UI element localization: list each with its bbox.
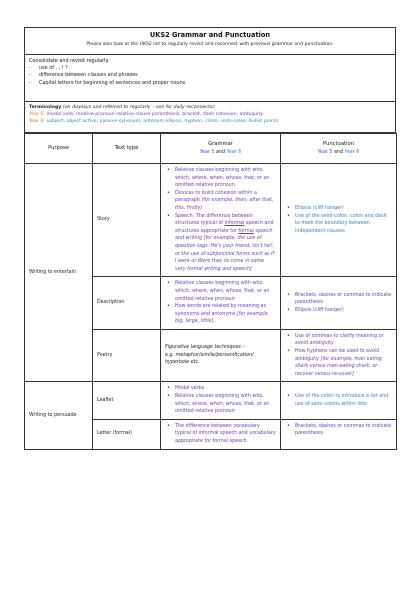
- page-title: UKS2 Grammar and Punctuation: [149, 31, 271, 39]
- poetry-grammar: Figurative language techniques – e.g. metaphor/simile/personification/ hyperbole etc.: [161, 329, 281, 382]
- list-item: • Use of commas to clarify meaning or avoid ambiguity: [295, 333, 392, 348]
- title-box: [24, 27, 396, 55]
- consolidate-section: [24, 55, 396, 102]
- text-type-letter: Letter (formal): [93, 419, 161, 449]
- purpose-persuade: Writing to persuade: [25, 382, 93, 449]
- story-grammar: [161, 164, 281, 277]
- table-row: [25, 164, 397, 277]
- description-grammar: [161, 277, 281, 330]
- table-row: [25, 382, 397, 419]
- table-header-row: [25, 134, 397, 164]
- list-item: • Brackets, dashes or commas to indicate parenthesis: [295, 423, 392, 438]
- year6-label: Year 6:: [29, 118, 45, 124]
- list-item: • Brackets, dashes or commas to indicate parenthesis: [295, 292, 392, 307]
- list-item: - use of , , ! ?: [39, 65, 391, 72]
- header-text-type: Text type: [93, 134, 161, 164]
- list-item: • Relative clauses beginning with who, which, where, when, whose, that, or an omitted relative pronoun: [175, 280, 276, 303]
- terminology-section: [24, 102, 396, 133]
- story-punctuation: [281, 164, 397, 277]
- letter-grammar: [161, 419, 281, 449]
- leaflet-punctuation: [281, 382, 397, 419]
- page-subtitle: Please also look at the UKS2 list to regularly revisit and reconnect with previous grammar and punctuation.: [86, 42, 334, 47]
- list-item: • How hyphens can be used to avoid ambiguity [for example, man eating shark versus man-eating shark, or recover versus re-cover]: [295, 348, 392, 378]
- terminology-label: Terminology: [29, 105, 62, 110]
- list-item: - Capital letters for beginning of sentences and proper nouns: [39, 80, 391, 87]
- list-item: • Use of the semi-colon, colon and dash to mark the boundary between independent clauses: [295, 213, 392, 236]
- text-type-leaflet: Leaflet: [93, 382, 161, 419]
- header-grammar: Grammar Year 5 and Year 6: [161, 134, 281, 164]
- list-item: • Modal verbs: [175, 385, 276, 393]
- header-purpose: Purpose: [25, 134, 93, 164]
- document-page: [24, 27, 396, 450]
- header-punctuation: Punctuation Year 5 and Year 6: [281, 134, 397, 164]
- letter-punctuation: [281, 419, 397, 449]
- year6-terms: subject, object active, passive synonym, antonym ellipsis, hyphen, colon, semi-colon, bullet points: [46, 118, 279, 124]
- list-item: - difference between clauses and phrases: [39, 72, 391, 79]
- list-item: • Ellipsis (cliff hanger): [295, 307, 392, 315]
- list-item: • How words are related by meaning as synonyms and antonyms [for example, big, large, little].: [175, 303, 276, 326]
- consolidate-list: [29, 65, 391, 87]
- description-punctuation: [281, 277, 397, 330]
- text-type-story: Story: [93, 164, 161, 277]
- list-item: • The difference between vocabulary typical of informal speech and vocabulary appropriate for formal speech: [175, 423, 276, 446]
- text-type-description: Description: [93, 277, 161, 330]
- grammar-table: [24, 133, 397, 450]
- purpose-entertain: Writing to entertain: [25, 164, 93, 382]
- list-item: • Relative clauses beginning with who, which, where, when, whose, that, or an omitted relative pronoun: [175, 167, 276, 190]
- list-item: • Ellipsis (cliff hanger): [295, 205, 392, 213]
- leaflet-grammar: [161, 382, 281, 419]
- text-type-poetry: Poetry: [93, 329, 161, 382]
- list-item: • Relative clauses beginning with who, which, where, when, whose, that, or an omitted relative pronoun: [175, 393, 276, 416]
- year5-label: Year 5:: [29, 111, 45, 117]
- list-item: • Devices to build cohesion within a paragraph (for example, then, after that, this, firstly): [175, 190, 276, 213]
- list-item: • Use of the colon to introduce a list and use of semi-colons within lists: [295, 393, 392, 408]
- poetry-punctuation: [281, 329, 397, 382]
- year5-terms: modal verb, relative pronoun relative clause parenthesis, bracket, dash cohesion, ambiguity: [46, 111, 264, 117]
- list-item: • Speech: The difference between structures typical of informal speech and structures appropriate for formal speech and writing [for example, the use of question tags: He’s your friend, isn’t he?, or the use of subjunctive forms such as If I were or Were they to come in some very formal writing and speech]: [175, 213, 276, 274]
- consolidate-heading: Consolidate and revisit regularly:: [29, 58, 110, 64]
- terminology-note: (on displays and referred to regularly – use for daily reconnects):: [62, 105, 216, 110]
